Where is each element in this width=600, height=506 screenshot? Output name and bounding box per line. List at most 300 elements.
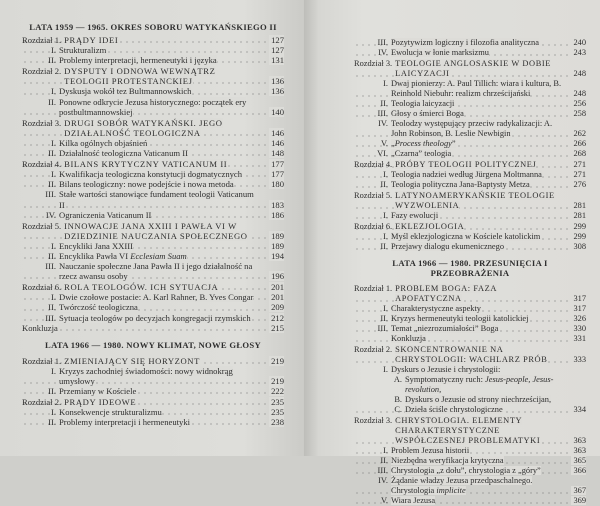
page-number-value: 363 xyxy=(573,436,586,445)
page-number-value: 222 xyxy=(271,386,284,396)
entry-body xyxy=(59,261,260,281)
entry-body xyxy=(391,38,562,48)
entry-title-italic: Process theology xyxy=(394,139,452,148)
page-number-value: 215 xyxy=(271,322,284,333)
toc-entry[interactable] xyxy=(354,334,586,344)
toc-entry[interactable] xyxy=(354,395,586,405)
entry-title xyxy=(395,345,547,364)
entry-title-text: Kwalifikacja teologiczna konstytucji dogmatycznych xyxy=(59,169,243,180)
entry-body xyxy=(64,35,260,45)
page-number xyxy=(260,407,284,417)
entry-title xyxy=(395,160,536,169)
entry-number: Rozdział 4. xyxy=(22,159,62,170)
entry-title-text: Konkluzja xyxy=(22,322,58,333)
toc-entry[interactable] xyxy=(22,189,284,209)
toc-entry[interactable] xyxy=(22,97,284,117)
entry-body xyxy=(391,170,562,180)
entry-number: Rozdział 6. xyxy=(22,282,62,293)
page-number-value: 331 xyxy=(573,334,586,343)
entry-number: III. xyxy=(377,324,388,333)
page-number-value: 276 xyxy=(573,180,586,189)
entry-title-text: Nauczanie społeczne Jana Pawła II i jego działalność na rzecz awansu osoby xyxy=(59,261,253,282)
entry-body xyxy=(59,241,260,251)
page-number xyxy=(260,76,284,86)
toc-entry[interactable] xyxy=(354,109,586,119)
toc-entry[interactable] xyxy=(354,139,586,149)
entry-title-italic: implicite xyxy=(436,486,466,495)
entry-body xyxy=(391,476,562,496)
entry-title xyxy=(391,149,451,158)
page-number-value: 177 xyxy=(271,169,284,180)
toc-entry[interactable] xyxy=(22,366,284,386)
entry-title xyxy=(391,119,552,138)
toc-entry[interactable] xyxy=(354,405,586,415)
page-number-value: 127 xyxy=(271,45,284,56)
page-number-value: 183 xyxy=(271,199,284,210)
page-number-value: 256 xyxy=(573,99,586,108)
entry-title xyxy=(391,334,426,343)
chapter-entry[interactable] xyxy=(354,284,586,304)
entry-title-text: Dyskurs o Jezusie od strony niechrześcijan, xyxy=(405,395,552,404)
entry-number: I. xyxy=(383,446,388,455)
page-number xyxy=(562,324,586,334)
entry-title-text: „Czarna” teologia xyxy=(391,149,452,158)
page-number xyxy=(562,180,586,190)
entry-body xyxy=(59,179,260,189)
page-number xyxy=(260,55,284,65)
entry-title-text: Problemy interpretacji, hermeneutyki i języka xyxy=(59,55,217,66)
entry-number: II. xyxy=(48,417,56,428)
entry-title-text: DRUGI SOBÓR WATYKAŃSKI. JEGO DZIAŁALNOŚĆ TEOLOGICZNA xyxy=(64,117,223,138)
page-number-value: 266 xyxy=(573,139,586,148)
page-number xyxy=(260,376,284,386)
entry-number: VI. xyxy=(377,149,388,158)
entry-title-text: „ xyxy=(391,139,395,148)
chapter-entry[interactable] xyxy=(22,282,284,292)
section-heading: LATA 1966 — 1980. PRZESUNIĘCIA I PRZEOBRAŻENIA xyxy=(392,258,548,278)
entry-number: I. xyxy=(50,45,56,56)
entry-number: I. xyxy=(50,292,56,303)
entry-number: II. xyxy=(48,250,56,261)
entry-title-text: PRÓBY TEOLOGII POLITYCZNEJ xyxy=(395,160,537,169)
entry-number: Rozdział 6. xyxy=(354,222,393,231)
chapter-entry[interactable] xyxy=(22,159,284,169)
toc-entry[interactable] xyxy=(22,55,284,65)
entry-number: III. xyxy=(377,109,388,118)
entry-number: Rozdział 5. xyxy=(22,220,62,231)
page-number-value: 248 xyxy=(573,89,586,98)
entry-body xyxy=(59,86,260,96)
toc-entry[interactable] xyxy=(22,251,284,261)
entry-number: Rozdział 3. xyxy=(354,59,393,68)
entry-title xyxy=(391,242,504,251)
toc-entry[interactable] xyxy=(354,324,586,334)
page-number xyxy=(562,38,586,48)
entry-title-text: Teologia laicyzacji xyxy=(391,99,455,108)
page-number-value: 146 xyxy=(271,127,284,138)
entry-title xyxy=(391,48,489,57)
page-number xyxy=(562,99,586,109)
chapter-entry[interactable] xyxy=(354,222,586,232)
entry-number: II. xyxy=(48,96,56,107)
entry-number: II. xyxy=(48,302,56,313)
entry-title-italic: Jesus-people, Jesus-revolution, xyxy=(405,375,554,394)
entry-title-text: PRĄDY IDEI xyxy=(64,35,119,45)
toc-entry[interactable] xyxy=(22,261,284,281)
page-number-value: 281 xyxy=(573,201,586,210)
entry-body xyxy=(391,365,562,375)
page-number-value: 281 xyxy=(573,211,586,220)
entry-title xyxy=(59,210,151,220)
chapter-entry[interactable] xyxy=(354,59,586,79)
entry-title xyxy=(59,148,188,158)
entry-title xyxy=(64,118,222,138)
toc-entry[interactable] xyxy=(354,232,586,242)
entry-title xyxy=(391,476,532,495)
entry-number: I. xyxy=(383,211,388,220)
page-number-value: 201 xyxy=(271,292,284,303)
entry-title-text: Przejawy dialogu ekumenicznego xyxy=(391,242,505,251)
page-number xyxy=(562,222,586,232)
entry-body xyxy=(59,366,260,386)
page-number xyxy=(562,304,586,314)
page-number-value: 127 xyxy=(271,35,284,45)
entry-title xyxy=(59,138,147,148)
entry-title-text: Chrystologia „z dołu”, chrystologia z „góry” xyxy=(391,466,541,475)
entry-title xyxy=(395,191,555,210)
page-number-value: 334 xyxy=(573,405,586,414)
page-number xyxy=(260,138,284,148)
toc-entry[interactable] xyxy=(22,45,284,55)
page-number-value: 363 xyxy=(573,446,586,455)
entry-number: Rozdział 2. xyxy=(354,345,393,354)
entry-title-text: Teologia nadziei według Jürgena Moltmanna xyxy=(391,170,542,179)
toc-entry[interactable] xyxy=(354,476,586,496)
entry-number: A. xyxy=(393,375,402,384)
entry-title xyxy=(395,284,496,303)
toc-entry[interactable] xyxy=(354,180,586,190)
toc-entry[interactable] xyxy=(22,323,284,333)
page-number xyxy=(260,397,284,407)
entry-title-text: EKLEZJOLOGIA xyxy=(395,222,465,231)
toc-entry[interactable] xyxy=(22,86,284,96)
toc-entry[interactable] xyxy=(354,99,586,109)
entry-title xyxy=(391,496,435,505)
entry-title-text: Ograniczenia Vaticanum II xyxy=(59,209,152,220)
chapter-entry[interactable] xyxy=(22,118,284,138)
toc-entry[interactable] xyxy=(354,446,586,456)
entry-body xyxy=(59,292,260,302)
entry-title xyxy=(64,282,218,292)
entry-title xyxy=(59,55,217,65)
entry-body xyxy=(391,232,562,242)
entry-number: I. xyxy=(50,365,56,376)
toc-entry[interactable] xyxy=(354,38,586,48)
page-number-value: 367 xyxy=(573,486,586,495)
chapter-entry[interactable] xyxy=(354,345,586,365)
entry-number: I. xyxy=(383,304,388,313)
entry-number: IV. xyxy=(378,476,388,485)
entry-body xyxy=(395,416,562,446)
page-number xyxy=(260,107,284,117)
entry-number: IV. xyxy=(378,48,388,57)
page-number-value: 194 xyxy=(271,250,284,261)
page-number xyxy=(260,179,284,189)
entry-body xyxy=(64,159,260,169)
entry-body xyxy=(59,251,260,261)
entry-number: I. xyxy=(50,407,56,418)
page-number xyxy=(260,45,284,55)
entry-title xyxy=(59,45,106,55)
page-number xyxy=(562,242,586,252)
page-number xyxy=(260,302,284,312)
entry-title-tail: ” xyxy=(451,139,456,148)
toc-entry[interactable] xyxy=(22,179,284,189)
entry-title-italic: Ecclesiam Suam xyxy=(130,250,187,261)
entry-title-text: Twórczość teologiczna xyxy=(59,302,138,313)
page-number xyxy=(260,292,284,302)
toc-entry[interactable] xyxy=(354,79,586,99)
toc-entry[interactable] xyxy=(22,407,284,417)
entry-title xyxy=(391,232,540,241)
page-number-value: 317 xyxy=(573,304,586,313)
entry-number: Rozdział 2. xyxy=(22,397,62,408)
entry-title xyxy=(391,170,542,179)
page-number xyxy=(260,210,284,220)
entry-body xyxy=(64,356,260,366)
page-number-value: 299 xyxy=(573,232,586,241)
entry-title-text: Symptomatyczny ruch: xyxy=(405,375,486,384)
toc-entry[interactable] xyxy=(22,148,284,158)
entry-title-text: Ponowne odkrycie Jezusa historycznego: początek ery postbultmannowskiej xyxy=(59,96,247,117)
page-number xyxy=(562,201,586,211)
page-number xyxy=(260,128,284,138)
entry-title-text: Encyklika Pawła VI xyxy=(59,250,131,261)
toc-entry[interactable] xyxy=(354,170,586,180)
entry-title xyxy=(64,221,247,241)
page-number xyxy=(562,89,586,99)
entry-body xyxy=(395,345,562,365)
chapter-entry[interactable] xyxy=(22,221,284,241)
entry-title-text: Wiara Jezusa xyxy=(391,496,436,505)
page-number xyxy=(562,69,586,79)
entry-body xyxy=(395,222,562,232)
page-number-value: 248 xyxy=(573,69,586,78)
entry-body xyxy=(395,160,562,170)
toc-entry[interactable] xyxy=(354,211,586,221)
entry-title-text: Charakterystyczne aspekty xyxy=(391,304,481,313)
toc-entry[interactable] xyxy=(22,313,284,323)
entry-title-text: ROLA TEOLOGÓW. ICH SYTUACJA xyxy=(64,282,219,293)
entry-title-text: Głosy o śmierci Boga xyxy=(391,109,464,118)
page-number xyxy=(562,334,586,344)
entry-body xyxy=(391,496,562,506)
entry-number xyxy=(354,334,391,344)
entry-title-text: CHRYSTOLOGIA. ELEMENTY CHARAKTERYSTYCZNE WSPÓŁCZESNEJ PROBLEMATYKI xyxy=(395,416,541,445)
toc-entry[interactable] xyxy=(22,302,284,312)
chapter-entry[interactable] xyxy=(354,416,586,446)
entry-title-text: Temat „niezrozumiałości” Boga xyxy=(391,324,499,333)
entry-number: I. xyxy=(383,170,388,179)
entry-title-text: Kryzys zachodniej świadomości: nowy widnokrąg umysłowy xyxy=(59,365,233,386)
entry-title xyxy=(391,365,500,374)
entry-title-text: Przemiany w Kościele xyxy=(59,386,137,396)
page-number xyxy=(562,149,586,159)
page-number-value: 180 xyxy=(271,179,284,190)
page-number xyxy=(260,356,284,366)
entry-number: Rozdział 2. xyxy=(22,66,62,77)
toc-entry[interactable] xyxy=(354,242,586,252)
entry-body xyxy=(395,191,562,211)
entry-body xyxy=(391,180,562,190)
entry-number: II. xyxy=(48,148,56,159)
entry-title-text: Fazy ewolucji xyxy=(391,211,439,220)
toc-entry[interactable] xyxy=(22,169,284,179)
entry-title xyxy=(59,292,253,302)
page-number-value: 201 xyxy=(271,282,284,293)
entry-title xyxy=(59,97,246,117)
entry-body xyxy=(64,397,260,407)
entry-body xyxy=(391,324,562,334)
entry-title xyxy=(391,456,504,465)
chapter-entry[interactable] xyxy=(354,160,586,170)
entry-body xyxy=(59,55,260,65)
page-number xyxy=(562,486,586,496)
page-number-value: 333 xyxy=(573,355,586,364)
entry-title-text: Kilka ogólnych objaśnień xyxy=(59,137,148,148)
chapter-entry[interactable] xyxy=(22,397,284,407)
entry-title xyxy=(391,38,539,47)
toc-entry[interactable] xyxy=(354,365,586,375)
entry-title-text: BILANS KRYTYCZNY VATICANUM II xyxy=(64,159,228,170)
page-number-value: 366 xyxy=(573,466,586,475)
toc-entry[interactable] xyxy=(22,417,284,427)
entry-title-text: Konkluzja xyxy=(391,334,426,343)
entry-title xyxy=(59,313,251,323)
toc-entry[interactable] xyxy=(354,119,586,139)
entry-body xyxy=(59,189,260,209)
entry-title-text: SKONCENTROWANIE NA CHRYSTOLOGII: WACHLARZ PRÓB xyxy=(395,345,548,364)
chapter-entry[interactable] xyxy=(22,66,284,86)
toc-entry[interactable] xyxy=(22,138,284,148)
toc-entry[interactable] xyxy=(354,304,586,314)
entry-title xyxy=(391,304,481,313)
entry-number: II. xyxy=(48,386,56,396)
entry-number: III. xyxy=(377,38,388,47)
entry-title-text: Problemy interpretacji i hermeneutyki xyxy=(59,417,191,428)
entry-title xyxy=(59,366,233,386)
toc-entry[interactable] xyxy=(22,386,284,396)
entry-body xyxy=(64,221,260,241)
toc-entry[interactable] xyxy=(354,375,586,395)
page-number xyxy=(260,271,284,281)
page-number-value: 326 xyxy=(573,314,586,323)
entry-body xyxy=(391,304,562,314)
entry-title-text: Stałe wartości stanowiące fundament teologii Vaticanum II xyxy=(59,189,254,210)
page-number xyxy=(260,313,284,323)
toc-entry[interactable] xyxy=(354,496,586,506)
entry-number: I. xyxy=(50,169,56,180)
entry-title-text: TEOLOGIE ANGLOSASKIE W DOBIE LAICYZACJI xyxy=(395,59,551,78)
page-number xyxy=(260,282,284,292)
entry-title xyxy=(64,35,118,45)
page-number-value: 317 xyxy=(573,294,586,303)
chapter-entry[interactable] xyxy=(354,191,586,211)
page-number-value: 131 xyxy=(271,55,284,66)
entry-title-text: LATYNOAMERYKAŃSKIE TEOLOGIE WYZWOLENIA xyxy=(395,191,555,210)
chapter-entry[interactable] xyxy=(22,356,284,366)
page-number-value: 219 xyxy=(271,375,284,386)
entry-title xyxy=(59,251,187,261)
page-number xyxy=(260,386,284,396)
entry-title xyxy=(391,139,456,148)
entry-body xyxy=(395,284,562,304)
entry-body xyxy=(391,334,562,344)
entry-number: I. xyxy=(50,86,56,97)
entry-title xyxy=(405,405,503,414)
toc-entry[interactable] xyxy=(354,466,586,476)
toc-entry[interactable] xyxy=(22,210,284,220)
entry-title xyxy=(59,302,138,312)
page-number-value: 140 xyxy=(271,106,284,117)
entry-title-text: PRĄDY IDEOWE xyxy=(64,397,137,408)
page-number-value: 308 xyxy=(573,242,586,251)
toc-entry[interactable] xyxy=(354,314,586,324)
toc-entry[interactable] xyxy=(22,292,284,302)
toc-entry[interactable] xyxy=(22,241,284,251)
entry-title xyxy=(59,86,191,96)
entry-title-text: Dyskusja wokół tez Bultmannowskich xyxy=(59,86,192,97)
page-number xyxy=(562,496,586,506)
page-number-value: 136 xyxy=(271,76,284,87)
page-number-value: 365 xyxy=(573,456,586,465)
page-number xyxy=(562,294,586,304)
left-page xyxy=(0,0,304,456)
entry-title xyxy=(59,241,133,251)
page-number xyxy=(260,251,284,261)
toc-entry[interactable] xyxy=(354,149,586,159)
entry-title-text: Encykliki Jana XXIII xyxy=(59,240,133,251)
entry-title xyxy=(64,397,136,407)
page-number xyxy=(562,160,586,170)
entry-number: II. xyxy=(48,179,56,190)
entry-number: Rozdział 3. xyxy=(354,416,393,425)
page-number xyxy=(562,436,586,446)
entry-number: C. xyxy=(394,405,402,414)
entry-title xyxy=(391,211,438,220)
page-number-value: 299 xyxy=(573,222,586,231)
entry-title-text: Żądanie władzy Jezusa przedpaschalnego. Chrystologia xyxy=(391,476,533,495)
entry-body xyxy=(405,395,562,405)
entry-number: I. xyxy=(50,240,56,251)
entry-body xyxy=(391,211,562,221)
page-number-value: 136 xyxy=(271,86,284,97)
entry-body xyxy=(391,242,562,252)
entry-title xyxy=(395,416,540,445)
entry-number: V. xyxy=(380,496,388,505)
entry-body xyxy=(391,149,562,159)
chapter-entry[interactable] xyxy=(22,35,284,45)
toc-entry[interactable] xyxy=(354,456,586,466)
entry-title-text: Kryzys hermeneutyki teologii katolickiej xyxy=(391,314,529,323)
page-number-value: 258 xyxy=(573,109,586,118)
page-number xyxy=(562,129,586,139)
toc-entry[interactable] xyxy=(354,48,586,58)
page-number xyxy=(562,355,586,365)
page-number xyxy=(260,86,284,96)
page-number xyxy=(260,148,284,158)
page-number-value: 369 xyxy=(573,496,586,505)
